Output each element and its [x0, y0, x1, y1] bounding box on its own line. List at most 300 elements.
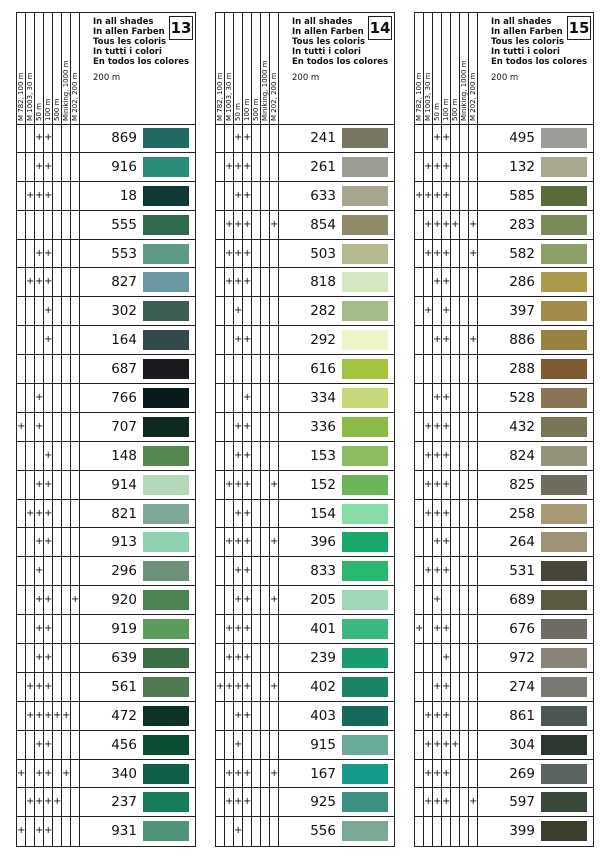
- color-code: 639: [111, 650, 137, 667]
- availability-cell: +: [225, 471, 234, 499]
- availability-cell: [261, 182, 270, 210]
- color-code: 283: [509, 216, 535, 233]
- availability-cell: [252, 731, 261, 759]
- availability-cell: [469, 586, 478, 614]
- availability-cell: [469, 731, 478, 759]
- shades-line: Tous les coloris: [491, 37, 565, 47]
- availability-cell: [270, 355, 279, 383]
- availability-cell: +: [442, 731, 451, 759]
- availability-cell: [451, 471, 460, 499]
- color-row: [216, 760, 394, 789]
- color-code: 399: [509, 823, 535, 840]
- availability-cell: [53, 211, 62, 239]
- availability-cell: [451, 326, 460, 354]
- color-code: 861: [509, 707, 535, 724]
- availability-cell: +: [234, 615, 243, 643]
- availability-cell: [53, 500, 62, 528]
- availability-cell: [424, 528, 433, 556]
- color-swatch: [541, 215, 587, 235]
- availability-cell: [252, 673, 261, 701]
- color-code: 531: [509, 563, 535, 580]
- availability-cell: [26, 615, 35, 643]
- color-swatch: [342, 792, 388, 812]
- availability-cell: [270, 326, 279, 354]
- availability-cell: +: [234, 413, 243, 441]
- availability-cell: [252, 211, 261, 239]
- availability-cell: +: [451, 211, 460, 239]
- availability-cell: [17, 673, 26, 701]
- color-code: 633: [310, 187, 336, 204]
- availability-cell: [53, 326, 62, 354]
- availability-cell: +: [35, 153, 44, 181]
- availability-cell: [451, 528, 460, 556]
- availability-cell: +: [225, 268, 234, 296]
- color-code: 340: [111, 765, 137, 782]
- shades-line: En todos los colores: [93, 57, 190, 67]
- availability-cell: +: [433, 413, 442, 441]
- color-row: [216, 211, 394, 240]
- color-swatch: [342, 272, 388, 292]
- availability-cell: [26, 413, 35, 441]
- color-code: 264: [509, 534, 535, 551]
- availability-cell: [71, 268, 80, 296]
- color-swatch: [541, 532, 587, 552]
- availability-cell: [216, 211, 225, 239]
- availability-cell: [243, 817, 252, 846]
- shades-line: In allen Farben: [491, 27, 563, 37]
- availability-cell: +: [442, 528, 451, 556]
- availability-cell: +: [225, 615, 234, 643]
- color-code: 555: [111, 216, 137, 233]
- availability-cell: [469, 702, 478, 730]
- color-swatch: [541, 504, 587, 524]
- availability-cell: [225, 586, 234, 614]
- color-swatch: [541, 301, 587, 321]
- column-header: [460, 13, 469, 124]
- availability-cell: [261, 702, 270, 730]
- column-header: [234, 13, 243, 124]
- availability-cell: +: [433, 268, 442, 296]
- availability-cell: [415, 442, 424, 470]
- availability-cell: [270, 557, 279, 585]
- availability-cell: +: [225, 673, 234, 701]
- availability-cell: +: [35, 760, 44, 788]
- column-header: [71, 13, 80, 124]
- color-swatch: [143, 215, 189, 235]
- availability-cell: [216, 124, 225, 152]
- availability-cell: [415, 471, 424, 499]
- availability-cell: [442, 817, 451, 846]
- availability-cell: [234, 384, 243, 412]
- availability-cell: +: [243, 326, 252, 354]
- availability-cell: [53, 153, 62, 181]
- color-code: 827: [111, 274, 137, 291]
- panel-header: [415, 13, 593, 125]
- availability-cell: +: [44, 731, 53, 759]
- shades-line: In all shades: [292, 17, 353, 27]
- availability-cell: +: [442, 326, 451, 354]
- color-row: [415, 528, 593, 557]
- availability-cell: [62, 731, 71, 759]
- availability-cell: [261, 384, 270, 412]
- availability-cell: [460, 731, 469, 759]
- color-code: 824: [509, 447, 535, 464]
- color-row: [415, 182, 593, 211]
- color-row: [17, 297, 195, 326]
- availability-cell: [270, 644, 279, 672]
- shades-line: In allen Farben: [292, 27, 364, 37]
- availability-cell: +: [44, 268, 53, 296]
- shades-line: In tutti i colori: [491, 47, 560, 57]
- column-header-label: M 782, 100 m: [17, 72, 25, 121]
- availability-cell: +: [26, 268, 35, 296]
- availability-cell: [17, 528, 26, 556]
- availability-cell: [216, 240, 225, 268]
- shades-line: In all shades: [491, 17, 552, 27]
- availability-cell: [252, 702, 261, 730]
- availability-cell: [225, 702, 234, 730]
- color-swatch: [541, 128, 587, 148]
- availability-cell: [26, 211, 35, 239]
- availability-cell: [62, 182, 71, 210]
- color-code: 18: [119, 187, 137, 204]
- availability-cell: [53, 240, 62, 268]
- color-row: [415, 326, 593, 355]
- availability-cell: [469, 442, 478, 470]
- color-code: 153: [310, 447, 336, 464]
- color-code: 334: [310, 390, 336, 407]
- column-header-label: 50 m: [35, 103, 43, 121]
- availability-cell: [71, 240, 80, 268]
- color-swatch: [342, 388, 388, 408]
- color-row: [216, 297, 394, 326]
- availability-cell: [460, 326, 469, 354]
- availability-cell: [270, 731, 279, 759]
- availability-cell: +: [442, 673, 451, 701]
- availability-cell: [252, 442, 261, 470]
- availability-cell: [270, 615, 279, 643]
- availability-cell: +: [424, 557, 433, 585]
- color-code: 553: [111, 245, 137, 262]
- availability-cell: [261, 615, 270, 643]
- column-header: [216, 13, 225, 124]
- color-row: [415, 557, 593, 586]
- availability-cell: [469, 673, 478, 701]
- availability-cell: +: [35, 124, 44, 152]
- availability-cell: +: [44, 788, 53, 816]
- availability-cell: [433, 355, 442, 383]
- availability-cell: [451, 644, 460, 672]
- color-swatch: [541, 417, 587, 437]
- availability-cell: [53, 615, 62, 643]
- availability-cell: +: [433, 557, 442, 585]
- color-swatch: [143, 330, 189, 350]
- availability-cell: +: [35, 384, 44, 412]
- color-row: [415, 500, 593, 529]
- availability-cell: [62, 471, 71, 499]
- color-code: 397: [509, 303, 535, 320]
- color-row: [17, 586, 195, 615]
- color-code: 288: [509, 361, 535, 378]
- availability-cell: +: [243, 268, 252, 296]
- color-code: 854: [310, 216, 336, 233]
- column-header: [451, 13, 460, 124]
- color-swatch: [541, 561, 587, 581]
- color-row: [17, 760, 195, 789]
- availability-cell: [261, 557, 270, 585]
- availability-cell: [460, 760, 469, 788]
- color-swatch: [541, 359, 587, 379]
- availability-cell: [71, 644, 80, 672]
- availability-cell: [216, 586, 225, 614]
- color-swatch: [541, 475, 587, 495]
- availability-cell: [216, 817, 225, 846]
- availability-cell: [460, 211, 469, 239]
- availability-cell: +: [225, 788, 234, 816]
- availability-cell: +: [234, 297, 243, 325]
- availability-cell: [225, 182, 234, 210]
- color-swatch: [342, 215, 388, 235]
- availability-cell: [469, 644, 478, 672]
- availability-cell: +: [44, 673, 53, 701]
- availability-cell: [26, 528, 35, 556]
- availability-cell: +: [442, 702, 451, 730]
- availability-cell: [35, 326, 44, 354]
- availability-cell: +: [243, 644, 252, 672]
- availability-cell: +: [424, 702, 433, 730]
- availability-cell: [261, 297, 270, 325]
- availability-cell: [451, 240, 460, 268]
- availability-cell: [71, 211, 80, 239]
- availability-cell: [225, 500, 234, 528]
- availability-cell: [17, 586, 26, 614]
- color-row: [17, 268, 195, 297]
- availability-cell: +: [442, 182, 451, 210]
- color-row: [415, 384, 593, 413]
- availability-cell: [460, 442, 469, 470]
- color-row: [216, 788, 394, 817]
- availability-cell: [225, 297, 234, 325]
- color-swatch: [143, 532, 189, 552]
- availability-cell: [270, 268, 279, 296]
- availability-cell: [415, 355, 424, 383]
- color-code: 472: [111, 707, 137, 724]
- color-code: 205: [310, 592, 336, 609]
- color-code: 582: [509, 245, 535, 262]
- availability-cell: [451, 702, 460, 730]
- availability-cell: +: [243, 442, 252, 470]
- availability-cell: +: [270, 673, 279, 701]
- color-swatch: [143, 792, 189, 812]
- availability-cell: [415, 557, 424, 585]
- color-rows: [415, 124, 593, 846]
- color-code: 920: [111, 592, 137, 609]
- availability-cell: [53, 384, 62, 412]
- color-swatch: [143, 388, 189, 408]
- shades-line: Tous les coloris: [292, 37, 366, 47]
- color-swatch: [541, 821, 587, 841]
- availability-cell: [252, 471, 261, 499]
- availability-cell: [216, 731, 225, 759]
- availability-cell: [451, 384, 460, 412]
- availability-cell: [261, 500, 270, 528]
- color-swatch: [143, 272, 189, 292]
- column-header: [225, 13, 234, 124]
- shades-line: In tutti i colori: [93, 47, 162, 57]
- color-row: [216, 124, 394, 153]
- availability-cell: +: [35, 471, 44, 499]
- column-header-label: M 1003, 30 m: [225, 72, 233, 121]
- availability-cell: [415, 731, 424, 759]
- availability-cell: +: [35, 644, 44, 672]
- availability-cell: +: [35, 557, 44, 585]
- availability-cell: [469, 124, 478, 152]
- availability-cell: [243, 355, 252, 383]
- availability-cell: [17, 557, 26, 585]
- color-swatch: [541, 157, 587, 177]
- color-code: 286: [509, 274, 535, 291]
- color-swatch: [541, 764, 587, 784]
- availability-cell: +: [243, 384, 252, 412]
- availability-cell: [415, 760, 424, 788]
- availability-cell: +: [451, 731, 460, 759]
- availability-cell: +: [270, 760, 279, 788]
- color-row: [415, 471, 593, 500]
- availability-cell: [71, 124, 80, 152]
- color-row: [415, 673, 593, 702]
- color-row: [415, 153, 593, 182]
- availability-cell: +: [35, 528, 44, 556]
- availability-cell: [62, 586, 71, 614]
- availability-cell: [424, 817, 433, 846]
- availability-cell: [261, 471, 270, 499]
- availability-cell: [460, 268, 469, 296]
- availability-cell: [17, 615, 26, 643]
- availability-cell: [261, 760, 270, 788]
- availability-cell: [53, 355, 62, 383]
- color-swatch: [143, 301, 189, 321]
- availability-cell: [451, 673, 460, 701]
- color-row: [216, 153, 394, 182]
- availability-cell: +: [44, 442, 53, 470]
- column-header-label: 50 m: [234, 103, 242, 121]
- availability-cell: [261, 442, 270, 470]
- availability-cell: [252, 586, 261, 614]
- color-row: [17, 673, 195, 702]
- availability-cell: +: [442, 153, 451, 181]
- availability-cell: +: [26, 673, 35, 701]
- availability-cell: [62, 384, 71, 412]
- availability-cell: [35, 442, 44, 470]
- availability-cell: [26, 471, 35, 499]
- availability-cell: [460, 297, 469, 325]
- availability-cell: [53, 297, 62, 325]
- availability-cell: [451, 586, 460, 614]
- availability-cell: [451, 355, 460, 383]
- color-row: [216, 644, 394, 673]
- availability-cell: [26, 731, 35, 759]
- availability-cell: +: [433, 182, 442, 210]
- color-row: [415, 644, 593, 673]
- availability-cell: [26, 355, 35, 383]
- color-row: [415, 413, 593, 442]
- column-header: [442, 13, 451, 124]
- color-code: 403: [310, 707, 336, 724]
- availability-cell: [252, 240, 261, 268]
- availability-cell: +: [44, 760, 53, 788]
- availability-cell: [17, 355, 26, 383]
- color-code: 167: [310, 765, 336, 782]
- availability-cell: +: [433, 702, 442, 730]
- color-code: 766: [111, 390, 137, 407]
- color-swatch: [143, 619, 189, 639]
- availability-cell: [62, 557, 71, 585]
- availability-cell: [415, 702, 424, 730]
- color-row: [216, 268, 394, 297]
- column-header-label: 100 m: [44, 98, 52, 121]
- color-swatch: [342, 677, 388, 697]
- availability-cell: +: [433, 124, 442, 152]
- availability-cell: +: [44, 297, 53, 325]
- availability-cell: [62, 528, 71, 556]
- availability-cell: [62, 153, 71, 181]
- availability-cell: [270, 297, 279, 325]
- color-row: [17, 153, 195, 182]
- availability-cell: +: [35, 268, 44, 296]
- availability-cell: [460, 240, 469, 268]
- color-row: [216, 615, 394, 644]
- availability-cell: [17, 268, 26, 296]
- color-row: [216, 817, 394, 846]
- availability-cell: +: [433, 442, 442, 470]
- color-swatch: [342, 475, 388, 495]
- color-code: 237: [111, 794, 137, 811]
- availability-cell: [451, 268, 460, 296]
- availability-cell: [442, 355, 451, 383]
- availability-cell: [62, 413, 71, 441]
- color-row: [216, 471, 394, 500]
- availability-cell: [216, 644, 225, 672]
- color-code: 931: [111, 823, 137, 840]
- availability-cell: [17, 124, 26, 152]
- availability-cell: [71, 731, 80, 759]
- availability-cell: +: [442, 644, 451, 672]
- availability-cell: [225, 124, 234, 152]
- color-swatch: [143, 417, 189, 437]
- availability-cell: +: [415, 615, 424, 643]
- column-header: [17, 13, 26, 124]
- availability-cell: [234, 355, 243, 383]
- color-rows: [17, 124, 195, 846]
- color-row: [17, 211, 195, 240]
- color-code: 561: [111, 678, 137, 695]
- availability-cell: +: [270, 528, 279, 556]
- color-swatch: [143, 186, 189, 206]
- color-swatch: [143, 157, 189, 177]
- column-header-label: M 782, 100 m: [415, 72, 423, 121]
- availability-cell: [44, 557, 53, 585]
- availability-cell: [252, 817, 261, 846]
- color-code: 818: [310, 274, 336, 291]
- color-row: [216, 326, 394, 355]
- color-swatch: [143, 764, 189, 784]
- availability-cell: [460, 182, 469, 210]
- color-panel-15: [414, 12, 594, 847]
- color-code: 687: [111, 361, 137, 378]
- availability-cell: [17, 182, 26, 210]
- color-code: 585: [509, 187, 535, 204]
- availability-cell: [71, 326, 80, 354]
